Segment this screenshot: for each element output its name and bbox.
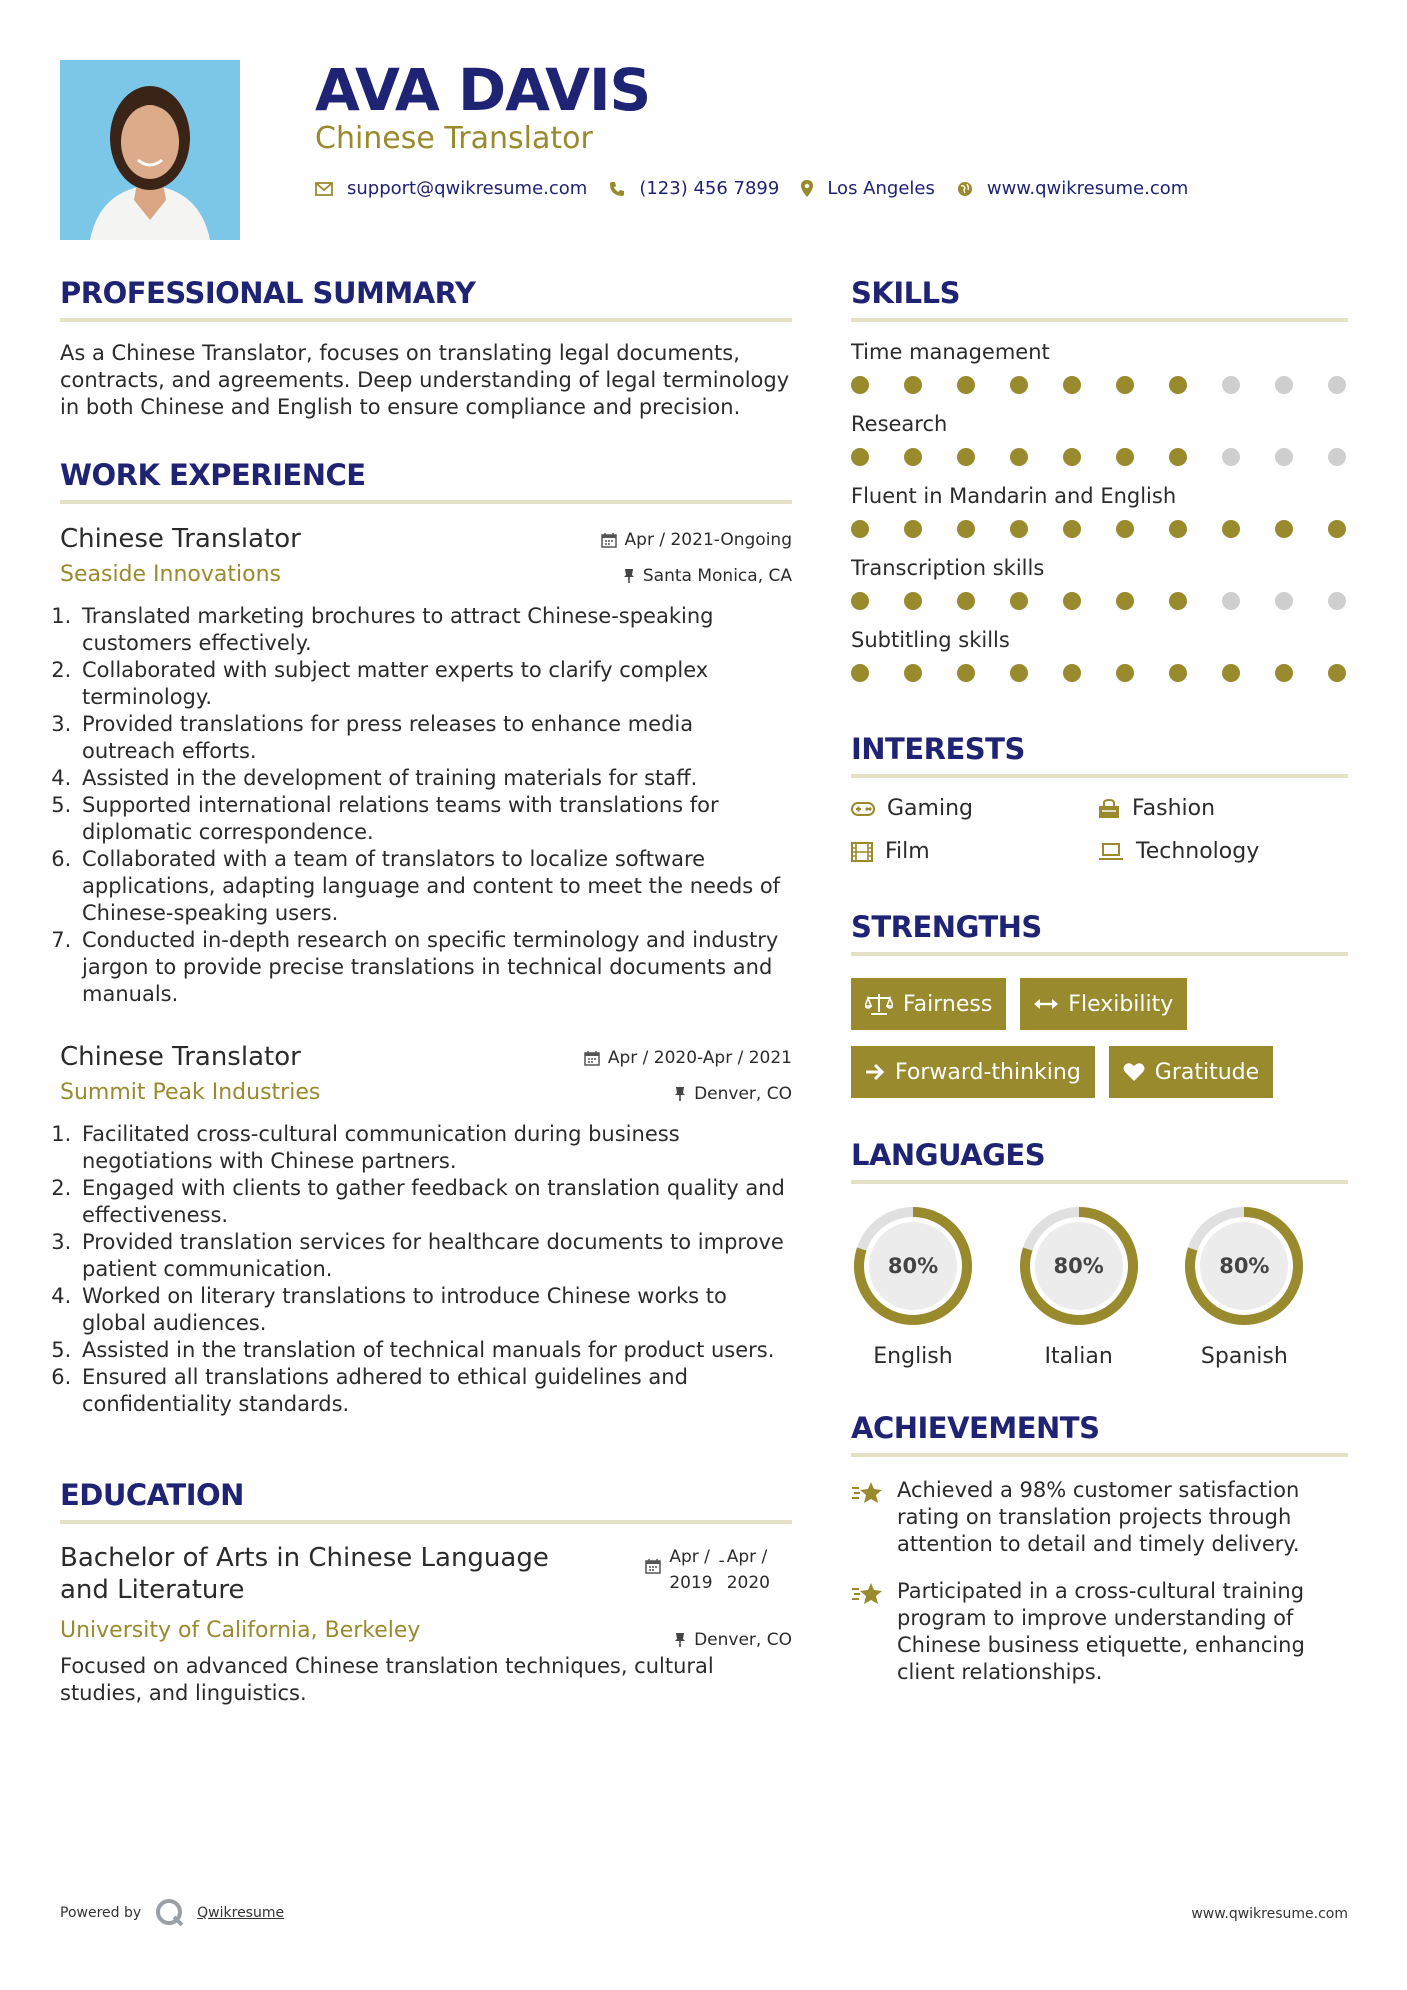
skill-rating <box>851 520 1348 538</box>
language-percent: 80% <box>1219 1254 1270 1278</box>
strengths-heading: STRENGTHS <box>851 910 1348 956</box>
list-item: 1. Translated marketing brochures to attract Chinese-speaking customers effectively. <box>78 603 792 657</box>
education-end <box>727 1544 770 1596</box>
left-column <box>60 276 792 1707</box>
star-burst-icon <box>851 1480 885 1506</box>
strength-label: Fairness <box>903 991 993 1017</box>
shopping-bag-icon <box>1098 799 1120 819</box>
rating-dot-filled <box>851 592 869 610</box>
rating-dot-empty <box>1328 376 1346 394</box>
contact-website[interactable] <box>957 178 1188 199</box>
contact-phone[interactable] <box>609 178 779 199</box>
rating-dot-filled <box>1116 448 1134 466</box>
job-duties <box>60 603 792 1008</box>
skills-heading: SKILLS <box>851 276 1348 322</box>
rating-dot-filled <box>1169 448 1187 466</box>
rating-dot-filled <box>1116 520 1134 538</box>
rating-dot-filled <box>851 664 869 682</box>
rating-dot-filled <box>1063 664 1081 682</box>
job-location <box>623 566 792 586</box>
film-icon <box>851 842 873 862</box>
summary-heading: PROFESSIONAL SUMMARY <box>60 276 792 322</box>
education-location <box>674 1630 792 1650</box>
heart-icon <box>1123 1062 1145 1082</box>
website-text: www.qwikresume.com <box>986 178 1189 199</box>
interest-label: Film <box>885 839 930 864</box>
rating-dot-filled <box>904 592 922 610</box>
rating-dot-filled <box>904 448 922 466</box>
rating-dot-empty <box>1222 448 1240 466</box>
map-marker-icon <box>801 180 813 197</box>
interest-fashion <box>1098 796 1348 821</box>
rating-dot-filled <box>1169 664 1187 682</box>
rating-dot-filled <box>1222 520 1240 538</box>
rating-dot-filled <box>1010 448 1028 466</box>
skill-name: Fluent in Mandarin and English <box>851 484 1177 508</box>
list-item: 5. Assisted in the translation of technical manuals for product users. <box>78 1337 792 1364</box>
list-item: 1. Facilitated cross-cultural communication during business negotiations with Chinese partners. <box>78 1121 792 1175</box>
qwikresume-logo-icon <box>155 1898 185 1928</box>
skill-item <box>851 412 1348 466</box>
achievements-heading: ACHIEVEMENTS <box>851 1411 1348 1457</box>
rating-dot-filled <box>957 448 975 466</box>
interest-label: Technology <box>1136 839 1260 864</box>
job-date <box>584 1048 792 1068</box>
rating-dot-filled <box>1116 592 1134 610</box>
job-title: Chinese Translator <box>60 524 301 554</box>
candidate-title: Chinese Translator <box>315 121 593 156</box>
education-entry <box>60 1542 792 1707</box>
candidate-name: AVA DAVIS <box>315 56 651 124</box>
education-start-year: 2019 <box>669 1573 713 1593</box>
language-ring <box>851 1204 975 1328</box>
job-entry <box>60 524 792 1008</box>
rating-dot-filled <box>1275 520 1293 538</box>
rating-dot-empty <box>1275 376 1293 394</box>
rating-dot-filled <box>957 520 975 538</box>
rating-dot-filled <box>1169 520 1187 538</box>
arrows-horizontal-icon <box>1034 997 1058 1011</box>
skill-rating <box>851 376 1348 394</box>
rating-dot-empty <box>1328 448 1346 466</box>
list-item: 4. Worked on literary translations to introduce Chinese works to global audiences. <box>78 1283 792 1337</box>
contact-location <box>801 178 935 199</box>
skill-item <box>851 340 1348 394</box>
strength-label: Gratitude <box>1154 1059 1260 1085</box>
rating-dot-filled <box>1328 520 1346 538</box>
job-duties <box>60 1121 792 1418</box>
skill-name: Research <box>851 412 948 436</box>
language-percent: 80% <box>887 1254 939 1278</box>
interest-film <box>851 839 1098 864</box>
job-location-text: Denver, CO <box>694 1084 792 1104</box>
interest-label: Fashion <box>1132 796 1216 821</box>
language-ring <box>1017 1204 1141 1328</box>
rating-dot-filled <box>1328 664 1346 682</box>
rating-dot-filled <box>1063 448 1081 466</box>
rating-dot-empty <box>1275 448 1293 466</box>
calendar-icon <box>584 1050 600 1066</box>
footer-website[interactable]: www.qwikresume.com <box>1191 1906 1348 1922</box>
laptop-icon <box>1098 843 1124 861</box>
rating-dot-filled <box>1169 376 1187 394</box>
skill-rating <box>851 664 1348 682</box>
skill-rating <box>851 592 1348 610</box>
list-item: 5. Supported international relations teams with translations for diplomatic correspondence. <box>78 792 792 846</box>
list-item: 7. Conducted in-depth research on specific terminology and industry jargon to provide precise translations in technical documents and manuals. <box>78 927 792 1008</box>
education-location-text: Denver, CO <box>694 1630 792 1650</box>
calendar-icon <box>645 1558 661 1574</box>
language-item <box>1182 1204 1348 1369</box>
job-location-text: Santa Monica, CA <box>642 566 792 586</box>
rating-dot-filled <box>1169 592 1187 610</box>
rating-dot-empty <box>1222 592 1240 610</box>
job-company: Seaside Innovations <box>60 562 281 587</box>
languages-list <box>851 1204 1348 1369</box>
rating-dot-filled <box>1063 520 1081 538</box>
skill-rating <box>851 448 1348 466</box>
skill-name: Subtitling skills <box>851 628 1010 652</box>
language-name: Spanish <box>1200 1344 1288 1369</box>
phone-text: (123) 456 7899 <box>639 178 780 199</box>
job-entry <box>60 1042 792 1418</box>
skill-name: Time management <box>851 340 1050 364</box>
contact-email[interactable] <box>315 178 587 199</box>
achievement-text: Participated in a cross-cultural training program to improve understanding of Chinese business etiquette, enhancing client relationships. <box>897 1579 1305 1684</box>
globe-icon <box>957 181 973 197</box>
experience-heading: WORK EXPERIENCE <box>60 458 792 504</box>
envelope-icon <box>315 182 333 196</box>
arrow-right-icon <box>865 1063 885 1081</box>
education-end-year: 2020 <box>726 1573 770 1593</box>
interests-heading: INTERESTS <box>851 732 1348 778</box>
list-item: 6. Ensured all translations adhered to ethical guidelines and confidentiality standards. <box>78 1364 792 1418</box>
achievement-item <box>851 1477 1348 1558</box>
rating-dot-filled <box>851 376 869 394</box>
pushpin-icon <box>674 1632 686 1648</box>
interest-label: Gaming <box>887 796 973 821</box>
skill-name: Transcription skills <box>851 556 1045 580</box>
qwikresume-link[interactable]: Qwikresume <box>197 1905 285 1921</box>
list-item: 2. Collaborated with subject matter experts to clarify complex terminology. <box>78 657 792 711</box>
right-column <box>851 276 1348 1686</box>
language-ring <box>1182 1204 1306 1328</box>
language-name: English <box>873 1344 953 1369</box>
rating-dot-filled <box>1063 376 1081 394</box>
job-date <box>601 530 792 550</box>
rating-dot-filled <box>851 448 869 466</box>
rating-dot-empty <box>1275 592 1293 610</box>
profile-photo <box>60 60 240 240</box>
rating-dot-filled <box>1222 664 1240 682</box>
strength-label: Forward-thinking <box>895 1059 1081 1085</box>
rating-dot-filled <box>1010 376 1028 394</box>
contact-bar <box>315 178 1210 199</box>
rating-dot-filled <box>1116 664 1134 682</box>
job-date-text: Apr / 2021-Ongoing <box>624 530 792 550</box>
school-name: University of California, Berkeley <box>60 1618 421 1643</box>
strength-tag <box>851 1046 1095 1098</box>
language-percent: 80% <box>1053 1254 1104 1278</box>
achievement-text: Achieved a 98% customer satisfaction rating on translation projects through attention to detail and timely delivery. <box>897 1478 1300 1556</box>
education-end-month: Apr / <box>726 1547 768 1567</box>
rating-dot-filled <box>1116 376 1134 394</box>
education-heading: EDUCATION <box>60 1478 792 1524</box>
job-company: Summit Peak Industries <box>60 1080 321 1105</box>
rating-dot-filled <box>1275 664 1293 682</box>
strength-label: Flexibility <box>1068 991 1174 1017</box>
skill-item <box>851 484 1348 538</box>
interests-list <box>851 796 1348 864</box>
rating-dot-filled <box>1010 664 1028 682</box>
rating-dot-filled <box>851 520 869 538</box>
strength-tag <box>1109 1046 1273 1098</box>
rating-dot-filled <box>957 592 975 610</box>
gamepad-icon <box>851 801 875 817</box>
list-item: 2. Engaged with clients to gather feedback on translation quality and effectiveness. <box>78 1175 792 1229</box>
rating-dot-filled <box>1063 592 1081 610</box>
strength-tag <box>1020 978 1187 1030</box>
list-item: 3. Provided translations for press releases to enhance media outreach efforts. <box>78 711 792 765</box>
star-burst-icon <box>851 1581 885 1607</box>
powered-by-text: Powered by <box>60 1905 142 1921</box>
list-item: 6. Collaborated with a team of translators to localize software applications, adapting language and content to meet the needs of Chinese-speaking users. <box>78 846 792 927</box>
job-date-text: Apr / 2020-Apr / 2021 <box>607 1048 792 1068</box>
rating-dot-empty <box>1328 592 1346 610</box>
skill-item <box>851 628 1348 682</box>
education-start-month: Apr / <box>669 1547 710 1567</box>
education-date-separator: - <box>718 1551 725 1571</box>
rating-dot-filled <box>1010 592 1028 610</box>
degree-line: Bachelor of Arts in Chinese Language <box>60 1543 549 1573</box>
rating-dot-filled <box>904 520 922 538</box>
rating-dot-filled <box>1010 520 1028 538</box>
summary-text: As a Chinese Translator, focuses on translating legal documents, contracts, and agreements. Deep understanding of legal terminology in both Chinese and English to ensure compliance and precision. <box>60 341 790 419</box>
rating-dot-filled <box>957 664 975 682</box>
strengths-list <box>851 978 1348 1098</box>
interest-technology <box>1098 839 1348 864</box>
skill-item <box>851 556 1348 610</box>
list-item: 3. Provided translation services for healthcare documents to improve patient communication. <box>78 1229 792 1283</box>
location-text: Los Angeles <box>827 178 935 199</box>
education-date <box>645 1544 792 1596</box>
rating-dot-empty <box>1222 376 1240 394</box>
pushpin-icon <box>623 568 635 584</box>
pushpin-icon <box>674 1086 686 1102</box>
language-item <box>851 1204 1017 1369</box>
email-text: support@qwikresume.com <box>347 178 588 199</box>
list-item: 4. Assisted in the development of training materials for staff. <box>78 765 792 792</box>
phone-icon <box>609 181 625 197</box>
job-title: Chinese Translator <box>60 1042 301 1072</box>
job-location <box>674 1084 792 1104</box>
skills-list <box>851 340 1348 682</box>
education-start <box>669 1544 712 1596</box>
calendar-icon <box>601 532 617 548</box>
education-description: Focused on advanced Chinese translation techniques, cultural studies, and linguistics. <box>60 1654 714 1705</box>
language-name: Italian <box>1044 1344 1113 1369</box>
language-item <box>1017 1204 1183 1369</box>
achievement-item <box>851 1578 1348 1686</box>
rating-dot-filled <box>904 376 922 394</box>
degree-line: and Literature <box>60 1575 245 1605</box>
rating-dot-filled <box>957 376 975 394</box>
interest-gaming <box>851 796 1098 821</box>
languages-heading: LANGUAGES <box>851 1138 1348 1184</box>
strength-tag <box>851 978 1006 1030</box>
balance-scale-icon <box>865 993 893 1015</box>
footer-powered-by <box>60 1898 284 1928</box>
rating-dot-filled <box>904 664 922 682</box>
